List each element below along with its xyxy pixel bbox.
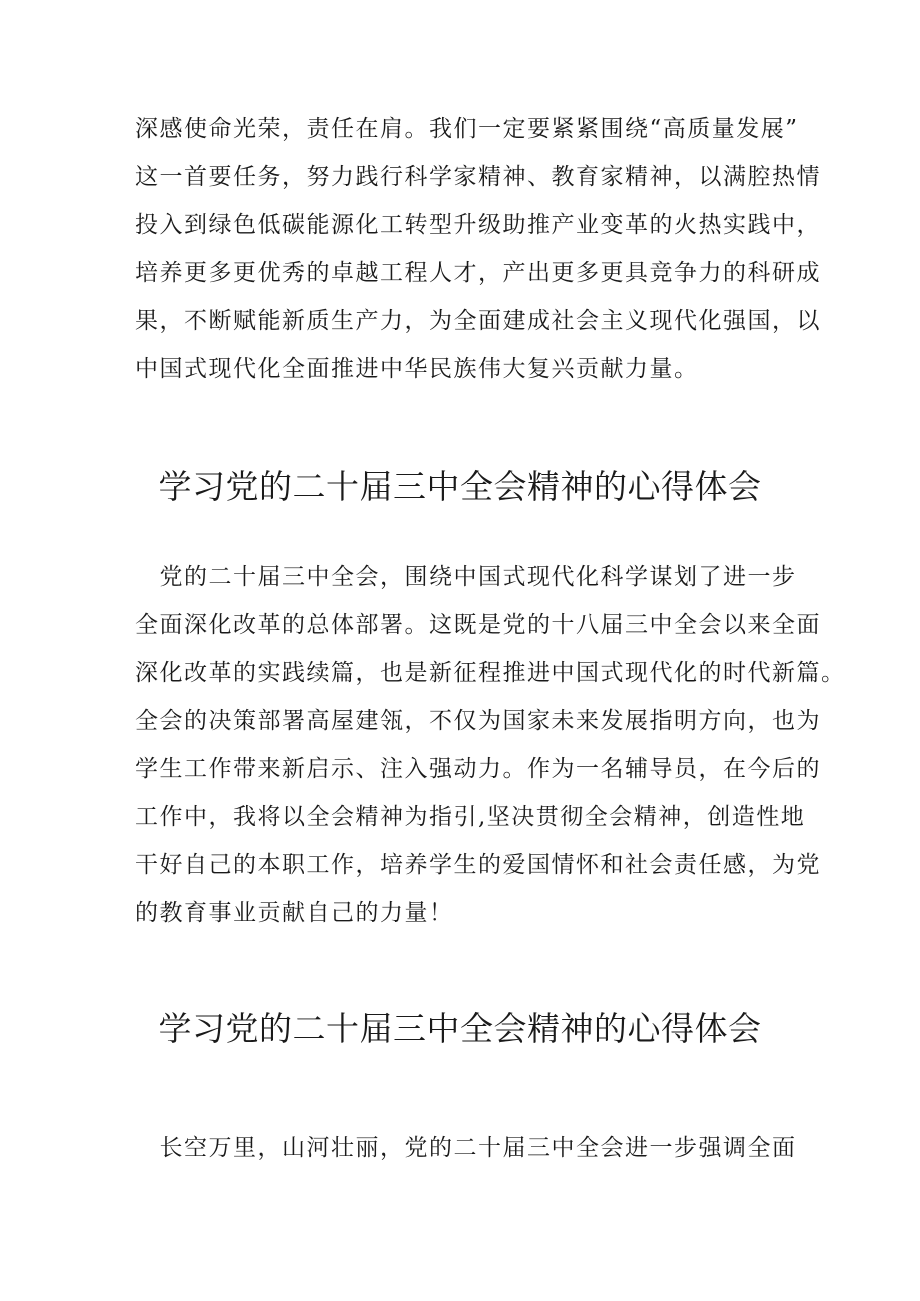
paragraph-line: 深化改革的实践续篇，也是新征程推进中国式现代化的时代新篇。 bbox=[135, 660, 846, 686]
paragraph-line: 深感使命光荣，责任在肩。我们一定要紧紧围绕“高质量发展” bbox=[135, 116, 799, 142]
paragraph-line: 工作中，我将以全会精神为指引,坚决贯彻全会精神，创造性地 bbox=[135, 804, 806, 830]
paragraph-1 bbox=[135, 105, 821, 393]
paragraph-line: 学生工作带来新启示、注入强动力。作为一名辅导员，在今后的 bbox=[135, 756, 821, 782]
paragraph-2 bbox=[135, 553, 846, 937]
paragraph-line: 全面深化改革的总体部署。这既是党的十八届三中全会以来全面 bbox=[135, 612, 821, 638]
section-heading-2: 学习党的二十届三中全会精神的心得体会 bbox=[158, 1009, 762, 1048]
paragraph-line: 长空万里，山河壮丽，党的二十届三中全会进一步强调全面 bbox=[135, 1135, 797, 1161]
paragraph-3 bbox=[135, 1124, 815, 1172]
paragraph-line: 全会的决策部署高屋建瓴，不仅为国家未来发展指明方向，也为 bbox=[135, 708, 821, 734]
paragraph-line: 果，不断赋能新质生产力，为全面建成社会主义现代化强国，以 bbox=[135, 308, 821, 334]
section-heading-1: 学习党的二十届三中全会精神的心得体会 bbox=[158, 467, 762, 506]
paragraph-line: 培养更多更优秀的卓越工程人才，产出更多更具竞争力的科研成 bbox=[135, 260, 821, 286]
paragraph-line: 投入到绿色低碳能源化工转型升级助推产业变革的火热实践中， bbox=[135, 212, 821, 238]
paragraph-line: 中国式现代化全面推进中华民族伟大复兴贡献力量。 bbox=[135, 356, 699, 382]
paragraph-line: 党的二十届三中全会，围绕中国式现代化科学谋划了进一步 bbox=[135, 564, 797, 590]
paragraph-line: 这一首要任务，努力践行科学家精神、教育家精神，以满腔热情 bbox=[135, 164, 821, 190]
paragraph-line: 的教育事业贡献自己的力量！ bbox=[135, 900, 454, 926]
paragraph-line: 干好自己的本职工作，培养学生的爱国情怀和社会责任感，为党 bbox=[135, 852, 821, 878]
